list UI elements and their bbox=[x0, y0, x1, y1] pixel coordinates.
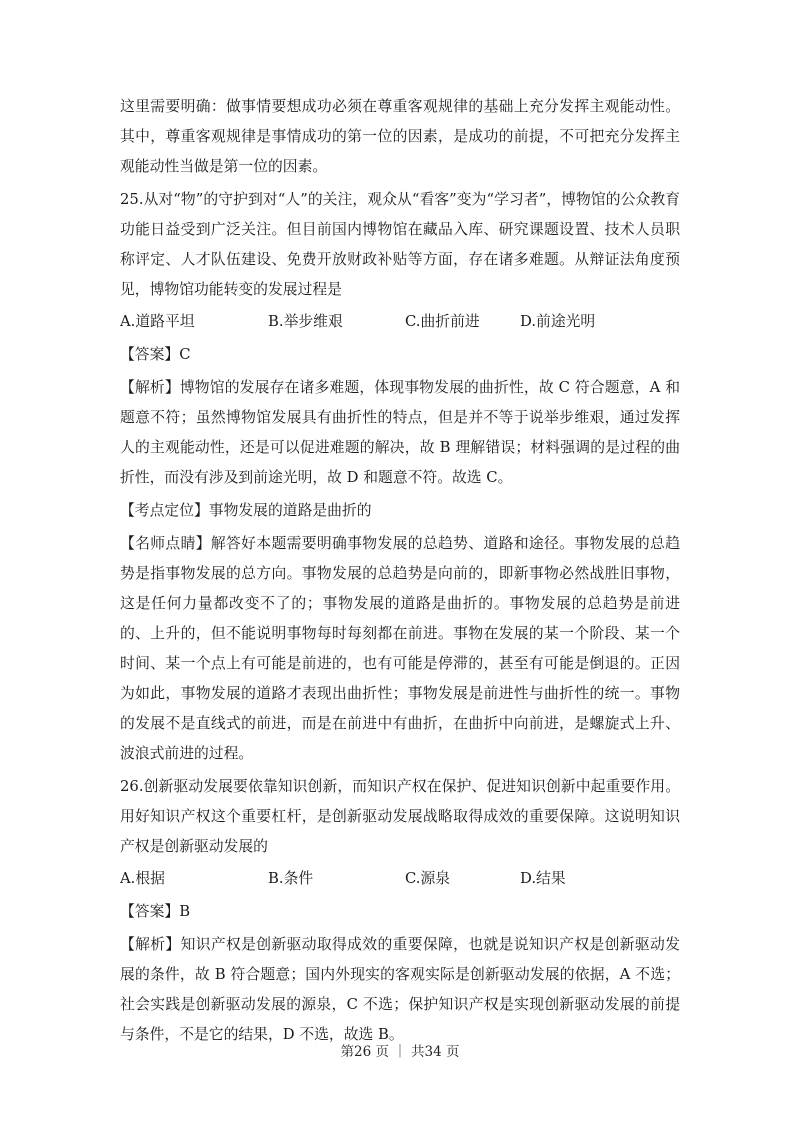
question-26-analysis: 【解析】知识产权是创新驱动取得成效的重要保障，也就是说知识产权是创新驱动发展的条件，故 B 符合题意；国内外现实的客观实际是创新驱动发展的依据，A 不选；社会实践是创新驱动发展的源泉，C 不选；保护知识产权是实现创新驱动发展的前提与条件，不是它的结果，D 不选，故选 B。 bbox=[120, 936, 680, 1043]
question-25-point: 【考点定位】事物发展的道路是曲折的 bbox=[120, 502, 372, 519]
intro-paragraph: 这里需要明确：做事情要想成功必须在尊重客观规律的基础上充分发挥主观能动性。其中，尊重客观规律是事情成功的第一位的因素，是成功的前提，不可把充分发挥主观能动性当做是第一位的因素。 bbox=[120, 98, 680, 175]
question-25-options bbox=[120, 307, 680, 337]
page-footer: 第26 页 ｜ 共34 页 bbox=[340, 1044, 460, 1060]
question-25-answer: 【答案】C bbox=[120, 346, 191, 363]
question-26-stem: 26.创新驱动发展要依靠知识创新，而知识产权在保护、促进知识创新中起重要作用。用好知识产权这个重要杠杆，是创新驱动发展战略取得成效的重要保障。这说明知识产权是创新驱动发展的 bbox=[120, 778, 680, 855]
option-a: A.道路平坦 bbox=[120, 313, 195, 330]
option-a: A.根据 bbox=[120, 870, 165, 887]
question-25-stem: 25.从对“物”的守护到对“人”的关注，观众从“看客”变为“学习者”，博物馆的公众教育功能日益受到广泛关注。但目前国内博物馆在藏品入库、研究课题设置、技术人员职称评定、人才队伍建设、免费开放财政补贴等方面，存在诸多难题。从辩证法角度预见，博物馆功能转变的发展过程是 bbox=[120, 191, 680, 298]
option-c: C.源泉 bbox=[405, 870, 451, 887]
option-c: C.曲折前进 bbox=[405, 313, 480, 330]
option-b: B.举步维艰 bbox=[268, 313, 343, 330]
question-26-options bbox=[120, 864, 680, 894]
question-26-answer: 【答案】B bbox=[120, 903, 191, 920]
option-d: D.前途光明 bbox=[520, 313, 596, 330]
page-content bbox=[120, 92, 680, 1050]
question-25-comment: 【名师点睛】解答好本题需要明确事物发展的总趋势、道路和途径。事物发展的总趋势是指事物发展的总方向。事物发展的总趋势是向前的，即新事物必然战胜旧事物，这是任何力量都改变不了的；事物发展的道路是曲折的。事物发展的总趋势是前进的、上升的，但不能说明事物每时每刻都在前进。事物在发展的某一个阶段、某一个时间、某一个点上有可能是前进的，也有可能是停滞的，甚至有可能是倒退的。正因为如此，事物发展的道路才表现出曲折性；事物发展是前进性与曲折性的统一。事物的发展不是直线式的前进，而是在前进中有曲折，在曲折中向前进，是螺旋式上升、波浪式前进的过程。 bbox=[120, 535, 680, 762]
option-b: B.条件 bbox=[268, 870, 314, 887]
option-d: D.结果 bbox=[520, 870, 566, 887]
question-25-analysis: 【解析】博物馆的发展存在诸多难题，体现事物发展的曲折性，故 C 符合题意，A 和题意不符；虽然博物馆发展具有曲折性的特点，但是并不等于说举步维艰，通过发挥人的主观能动性，还是可以促进难题的解决，故 B 理解错误；材料强调的是过程的曲折性，而没有涉及到前途光明，故 D 和题意不符。故选 C。 bbox=[120, 379, 680, 486]
